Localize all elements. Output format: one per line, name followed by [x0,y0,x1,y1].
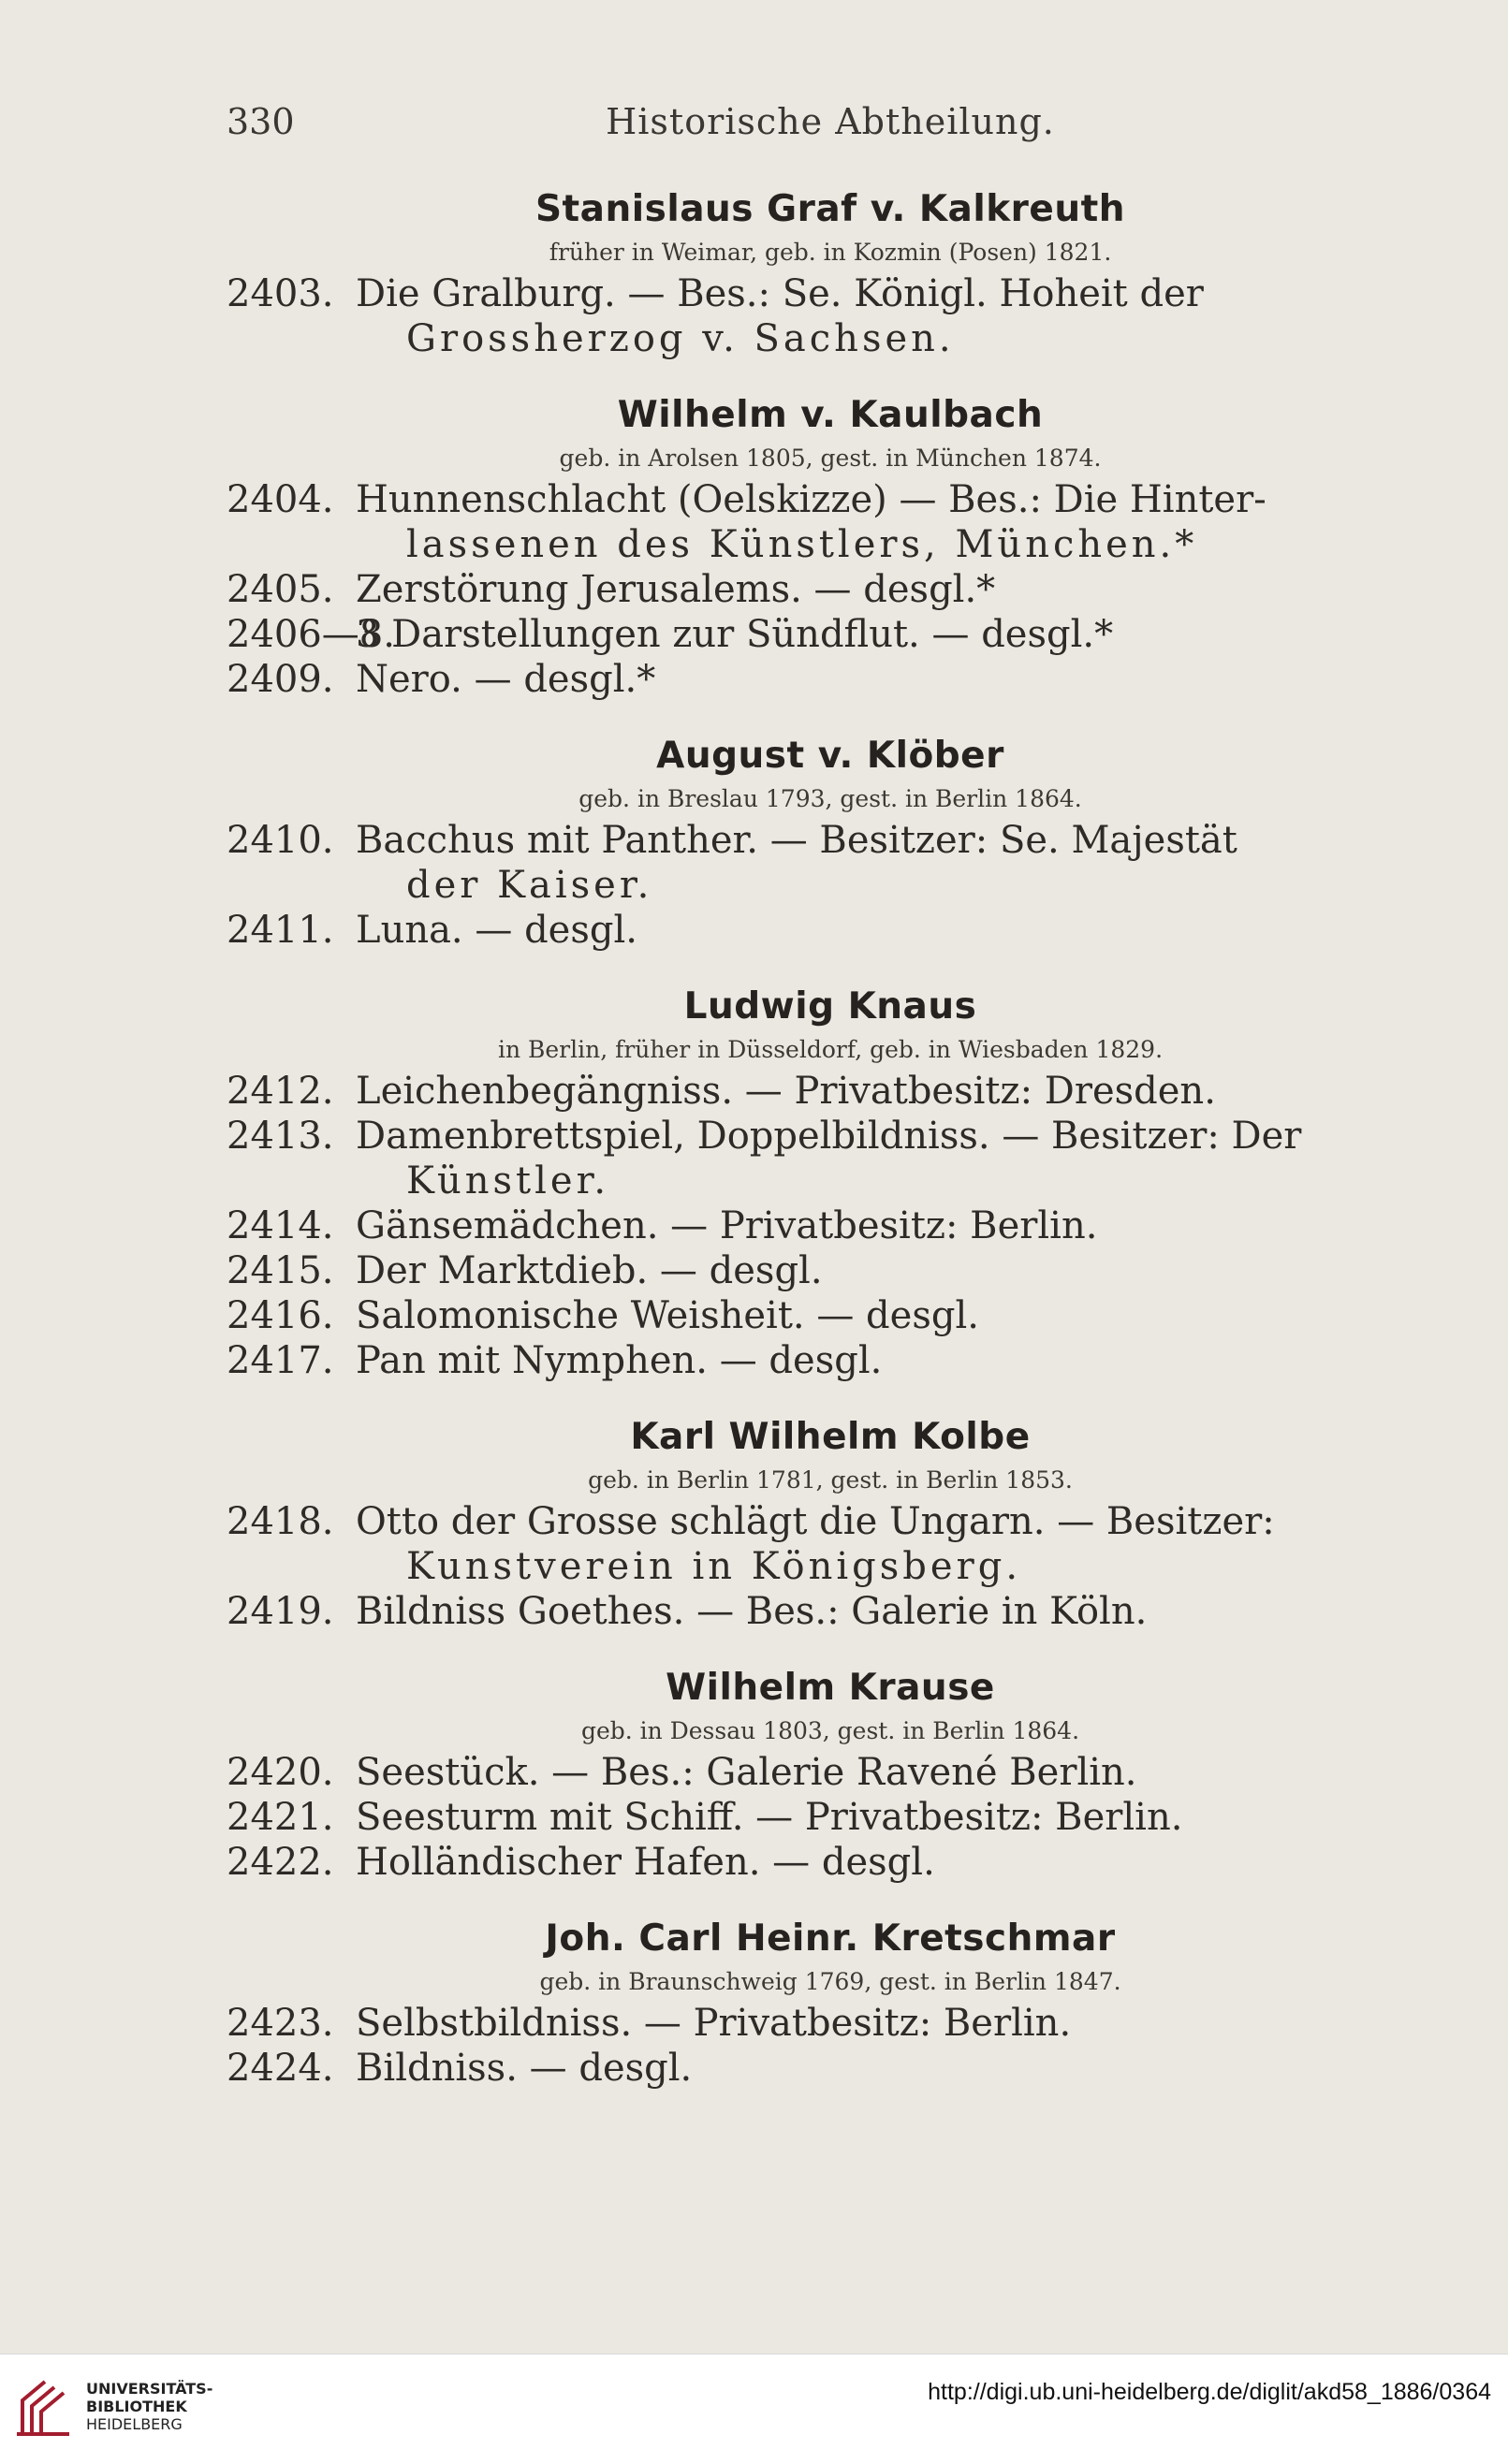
catalogue-entry [227,567,1434,612]
catalogue-entry [227,1795,1434,1840]
page-header [227,101,1434,157]
artist-name: Ludwig Knaus [683,985,977,1028]
entry-number: 2418. [227,1500,334,1543]
entry-text: Seesturm mit Schiff. — Privatbesitz: Berlin. [356,1796,1183,1839]
catalogue-entry [227,2001,1434,2046]
entry-text: Holländischer Hafen. — desgl. [356,1841,935,1884]
library-logo-icon [13,2372,73,2440]
entry-number: 2405. [227,568,334,611]
catalogue-content [227,183,1434,2091]
entry-number: 2404. [227,478,334,521]
entry-continuation: lassenen des Künstlers, München.* [406,523,1198,566]
entry-number: 2411. [227,909,334,952]
artist-biography: geb. in Dessau 1803, gest. in Berlin 1864. [580,1717,1080,1744]
artist-section [227,730,1434,816]
entry-number: 2416. [227,1294,334,1337]
catalogue-entry [227,271,1434,361]
artist-name: Wilhelm Krause [666,1667,995,1709]
running-title: Historische Abtheilung. [606,101,1055,142]
catalogue-entry [227,1840,1434,1885]
artist-name: Wilhelm v. Kaulbach [617,394,1044,436]
artist-name: Stanislaus Graf v. Kalkreuth [534,188,1126,230]
entry-number: 2423. [227,2002,334,2045]
entry-text: Luna. — desgl. [356,909,637,952]
entry-text: Bildniss. — desgl. [356,2047,693,2090]
artist-biography: in Berlin, früher in Düsseldorf, geb. in Wiesbaden 1829. [497,1036,1164,1063]
catalogue-entry [227,612,1434,657]
digitization-footer [0,2354,1508,2464]
entry-number: 2410. [227,819,334,862]
entry-text: Selbstbildniss. — Privatbesitz: Berlin. [356,2002,1072,2045]
catalogue-entry [227,477,1434,567]
catalogue-entry [227,818,1434,908]
catalogue-entry [227,1069,1434,1114]
artist-biography: geb. in Berlin 1781, gest. in Berlin 1853. [588,1466,1073,1494]
entry-continuation: der Kaiser. [406,864,653,907]
artist-name: Karl Wilhelm Kolbe [630,1416,1031,1458]
catalogue-entry [227,908,1434,953]
entry-number: 2403. [227,272,334,315]
entry-text: Zerstörung Jerusalems. — desgl.* [356,568,996,611]
entry-number: 2415. [227,1249,334,1292]
entry-number: 2422. [227,1841,334,1884]
artist-section [227,389,1434,475]
entry-text: Nero. — desgl.* [356,658,656,701]
catalogue-entry [227,1293,1434,1338]
catalogue-entry [227,1499,1434,1589]
artist-name: Joh. Carl Heinr. Kretschmar [545,1917,1116,1960]
entry-number: 2420. [227,1751,334,1794]
source-url-link[interactable]: http://digi.ub.uni-heidelberg.de/diglit/akd58_1886/0364 [928,2379,1491,2405]
artist-biography: geb. in Breslau 1793, gest. in Berlin 1864. [578,785,1082,812]
artist-biography: früher in Weimar, geb. in Kozmin (Posen) 1821. [549,239,1112,266]
entry-text: Bildniss Goethes. — Bes.: Galerie in Köln. [356,1590,1148,1633]
entry-number: 2414. [227,1204,334,1247]
artist-section [227,183,1434,270]
catalogue-entry [227,1338,1434,1383]
entry-text: Otto der Grosse schlägt die Ungarn. — Besitzer: [356,1500,1275,1543]
page-number: 330 [227,101,295,142]
artist-section [227,981,1434,1067]
entry-text: Salomonische Weisheit. — desgl. [356,1294,979,1337]
entry-number: 2421. [227,1796,334,1839]
artist-section [227,1411,1434,1497]
entry-text: 3 Darstellungen zur Sündflut. — desgl.* [356,613,1114,656]
entry-number: 2417. [227,1339,334,1382]
entry-text: Seestück. — Bes.: Galerie Ravené Berlin. [356,1751,1137,1794]
catalogue-entry [227,1203,1434,1248]
entry-continuation: Künstler. [406,1159,610,1203]
entry-number: 2406—8. [227,613,395,656]
artist-name: August v. Klöber [656,735,1004,777]
entry-continuation: Grossherzog v. Sachsen. [406,317,955,360]
library-name: UNIVERSITÄTS- BIBLIOTHEK HEIDELBERG [86,2380,213,2433]
entry-text: Hunnenschlacht (Oelskizze) — Bes.: Die Hinter- [356,478,1266,521]
artist-biography: geb. in Arolsen 1805, gest. in München 1874. [559,445,1102,472]
artist-section [227,1913,1434,1999]
catalogue-entry [227,1589,1434,1634]
entry-text: Der Marktdieb. — desgl. [356,1249,823,1292]
catalogue-entry [227,2046,1434,2091]
catalogue-entry [227,657,1434,702]
entry-text: Leichenbegängniss. — Privatbesitz: Dresden. [356,1070,1216,1113]
entry-number: 2409. [227,658,334,701]
artist-biography: geb. in Braunschweig 1769, gest. in Berlin 1847. [539,1968,1121,1995]
entry-number: 2419. [227,1590,334,1633]
entry-number: 2424. [227,2047,334,2090]
catalogue-entry [227,1248,1434,1293]
entry-text: Gänsemädchen. — Privatbesitz: Berlin. [356,1204,1098,1247]
entry-text: Pan mit Nymphen. — desgl. [356,1339,883,1382]
entry-number: 2412. [227,1070,334,1113]
entry-text: Die Gralburg. — Bes.: Se. Königl. Hoheit der [356,272,1204,315]
artist-section [227,1662,1434,1748]
entry-continuation: Kunstverein in Königsberg. [406,1545,1022,1588]
catalogue-entry [227,1114,1434,1203]
entry-number: 2413. [227,1115,334,1158]
catalogue-entry [227,1750,1434,1795]
entry-text: Damenbrettspiel, Doppelbildniss. — Besitzer: Der [356,1115,1302,1158]
entry-text: Bacchus mit Panther. — Besitzer: Se. Majestät [356,819,1237,862]
